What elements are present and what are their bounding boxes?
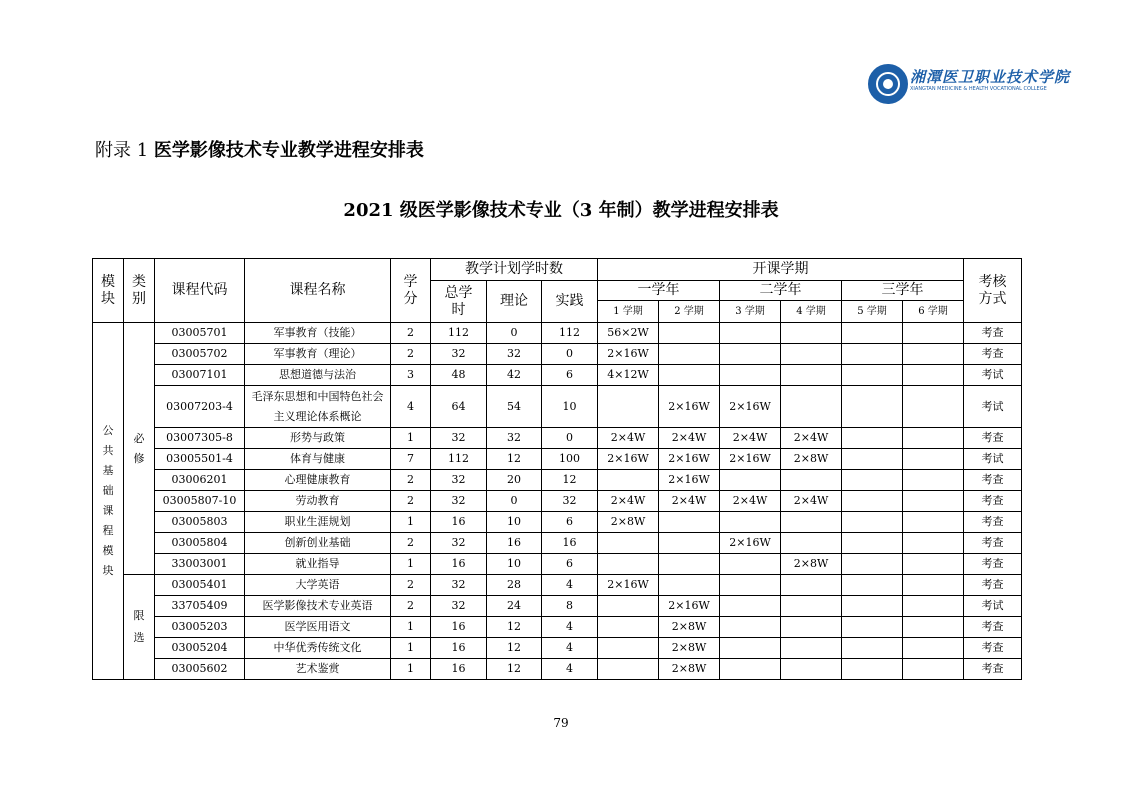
credits-cell: 1 [391, 659, 431, 680]
theory-hours-cell: 12 [487, 638, 542, 659]
semester-5-cell [842, 344, 903, 365]
semester-5-cell [842, 659, 903, 680]
header-year1: 一学年 [598, 281, 720, 301]
semester-6-cell [903, 554, 964, 575]
credits-cell: 1 [391, 638, 431, 659]
semester-5-cell [842, 428, 903, 449]
header-sem3: 3 学期 [720, 301, 781, 323]
semester-1-cell: 2×4W [598, 491, 659, 512]
semester-2-cell [659, 512, 720, 533]
semester-2-cell [659, 575, 720, 596]
semester-3-cell [720, 659, 781, 680]
course-code-cell: 03007305-8 [155, 428, 245, 449]
semester-2-cell [659, 365, 720, 386]
practice-hours-cell: 6 [542, 365, 598, 386]
semester-6-cell [903, 386, 964, 428]
assessment-cell: 考查 [964, 323, 1022, 344]
semester-4-cell [781, 638, 842, 659]
semester-3-cell [720, 344, 781, 365]
assessment-cell: 考查 [964, 344, 1022, 365]
course-name-cell: 艺术鉴赏 [245, 659, 391, 680]
semester-6-cell [903, 659, 964, 680]
semester-1-cell: 2×8W [598, 512, 659, 533]
semester-2-cell: 2×4W [659, 491, 720, 512]
assessment-cell: 考查 [964, 554, 1022, 575]
total-hours-cell: 32 [431, 428, 487, 449]
assessment-cell: 考查 [964, 533, 1022, 554]
credits-cell: 2 [391, 470, 431, 491]
semester-1-cell: 2×16W [598, 344, 659, 365]
semester-1-cell [598, 659, 659, 680]
semester-4-cell [781, 512, 842, 533]
practice-hours-cell: 4 [542, 575, 598, 596]
credits-cell: 1 [391, 512, 431, 533]
total-hours-cell: 32 [431, 596, 487, 617]
practice-hours-cell: 4 [542, 617, 598, 638]
semester-3-cell [720, 596, 781, 617]
course-code-cell: 03005203 [155, 617, 245, 638]
course-code-cell: 03005701 [155, 323, 245, 344]
table-row [93, 344, 1022, 365]
practice-hours-cell: 4 [542, 659, 598, 680]
total-hours-cell: 32 [431, 491, 487, 512]
table-row [93, 659, 1022, 680]
course-code-cell: 03005204 [155, 638, 245, 659]
practice-hours-cell: 12 [542, 470, 598, 491]
semester-2-cell: 2×16W [659, 470, 720, 491]
semester-1-cell [598, 533, 659, 554]
semester-2-cell: 2×8W [659, 638, 720, 659]
semester-6-cell [903, 428, 964, 449]
semester-5-cell [842, 491, 903, 512]
semester-2-cell: 2×8W [659, 617, 720, 638]
semester-6-cell [903, 365, 964, 386]
table-title: 2021 级医学影像技术专业（3 年制）教学进程安排表 [343, 200, 779, 221]
assessment-cell: 考试 [964, 365, 1022, 386]
semester-5-cell [842, 449, 903, 470]
semester-6-cell [903, 617, 964, 638]
assessment-cell: 考查 [964, 428, 1022, 449]
course-name-cell: 毛泽东思想和中国特色社会主义理论体系概论 [245, 386, 391, 428]
total-hours-cell: 16 [431, 659, 487, 680]
total-hours-cell: 64 [431, 386, 487, 428]
table-row [93, 638, 1022, 659]
header-hours-group: 教学计划学时数 [431, 259, 598, 281]
theory-hours-cell: 54 [487, 386, 542, 428]
credits-cell: 4 [391, 386, 431, 428]
credits-cell: 2 [391, 344, 431, 365]
semester-3-cell: 2×16W [720, 533, 781, 554]
total-hours-cell: 16 [431, 617, 487, 638]
table-row [93, 386, 1022, 428]
semester-3-cell [720, 638, 781, 659]
course-code-cell: 03007203-4 [155, 386, 245, 428]
total-hours-cell: 16 [431, 554, 487, 575]
semester-4-cell [781, 470, 842, 491]
teaching-schedule-table [92, 258, 1022, 680]
module-cell: 公 共 基 础 课 程 模 块 [93, 323, 124, 680]
semester-6-cell [903, 323, 964, 344]
assessment-cell: 考查 [964, 575, 1022, 596]
table-row [93, 491, 1022, 512]
course-code-cell: 03005807-10 [155, 491, 245, 512]
course-name-cell: 心理健康教育 [245, 470, 391, 491]
semester-4-cell [781, 575, 842, 596]
college-name: 湘潭医卫职业技术学院 [910, 68, 1071, 86]
total-hours-cell: 112 [431, 323, 487, 344]
header-year2: 二学年 [720, 281, 842, 301]
theory-hours-cell: 0 [487, 491, 542, 512]
college-emblem-icon [868, 64, 908, 104]
total-hours-cell: 32 [431, 344, 487, 365]
table-row [93, 449, 1022, 470]
assessment-cell: 考查 [964, 491, 1022, 512]
college-english-name: XIANGTAN MEDICINE & HEALTH VOCATIONAL COLLEGE [910, 86, 1047, 92]
course-name-cell: 军事教育（理论） [245, 344, 391, 365]
semester-5-cell [842, 617, 903, 638]
semester-4-cell [781, 365, 842, 386]
semester-6-cell [903, 449, 964, 470]
practice-hours-cell: 0 [542, 344, 598, 365]
header-practice: 实践 [542, 281, 598, 323]
theory-hours-cell: 12 [487, 659, 542, 680]
assessment-cell: 考试 [964, 596, 1022, 617]
page-number: 79 [553, 716, 569, 730]
category-required-cell: 必 修 [124, 323, 155, 575]
theory-hours-cell: 24 [487, 596, 542, 617]
course-code-cell: 33003001 [155, 554, 245, 575]
semester-4-cell: 2×4W [781, 428, 842, 449]
semester-6-cell [903, 638, 964, 659]
header-assessment: 考核 方式 [964, 259, 1022, 323]
theory-hours-cell: 42 [487, 365, 542, 386]
semester-2-cell [659, 554, 720, 575]
credits-cell: 1 [391, 554, 431, 575]
header-module: 模 块 [93, 259, 124, 323]
semester-3-cell: 2×4W [720, 428, 781, 449]
theory-hours-cell: 0 [487, 323, 542, 344]
header-sem2: 2 学期 [659, 301, 720, 323]
table-row [93, 428, 1022, 449]
header-course-name: 课程名称 [245, 259, 391, 323]
appendix-heading [95, 136, 424, 162]
theory-hours-cell: 32 [487, 428, 542, 449]
course-name-cell: 体育与健康 [245, 449, 391, 470]
table-row [93, 365, 1022, 386]
header-year3: 三学年 [842, 281, 964, 301]
semester-2-cell [659, 533, 720, 554]
practice-hours-cell: 10 [542, 386, 598, 428]
theory-hours-cell: 28 [487, 575, 542, 596]
course-code-cell: 03005702 [155, 344, 245, 365]
course-name-cell: 职业生涯规划 [245, 512, 391, 533]
semester-6-cell [903, 512, 964, 533]
semester-4-cell: 2×8W [781, 449, 842, 470]
semester-6-cell [903, 470, 964, 491]
theory-hours-cell: 32 [487, 344, 542, 365]
course-code-cell: 33705409 [155, 596, 245, 617]
assessment-cell: 考查 [964, 617, 1022, 638]
course-name-cell: 就业指导 [245, 554, 391, 575]
semester-3-cell [720, 512, 781, 533]
total-hours-cell: 32 [431, 470, 487, 491]
semester-4-cell: 2×4W [781, 491, 842, 512]
semester-2-cell: 2×8W [659, 659, 720, 680]
course-name-cell: 军事教育（技能） [245, 323, 391, 344]
semester-5-cell [842, 638, 903, 659]
semester-1-cell: 2×4W [598, 428, 659, 449]
course-code-cell: 03005804 [155, 533, 245, 554]
semester-5-cell [842, 365, 903, 386]
total-hours-cell: 16 [431, 638, 487, 659]
practice-hours-cell: 6 [542, 554, 598, 575]
appendix-label: 附录 1 [95, 140, 149, 161]
theory-hours-cell: 10 [487, 512, 542, 533]
credits-cell: 2 [391, 533, 431, 554]
semester-3-cell: 2×16W [720, 386, 781, 428]
semester-4-cell [781, 659, 842, 680]
practice-hours-cell: 6 [542, 512, 598, 533]
semester-1-cell: 56×2W [598, 323, 659, 344]
credits-cell: 2 [391, 575, 431, 596]
course-name-cell: 劳动教育 [245, 491, 391, 512]
table-row [93, 596, 1022, 617]
semester-3-cell [720, 470, 781, 491]
course-name-cell: 大学英语 [245, 575, 391, 596]
semester-4-cell [781, 323, 842, 344]
semester-2-cell: 2×16W [659, 596, 720, 617]
semester-1-cell [598, 386, 659, 428]
semester-5-cell [842, 554, 903, 575]
header-semester-group: 开课学期 [598, 259, 964, 281]
header-sem5: 5 学期 [842, 301, 903, 323]
semester-6-cell [903, 533, 964, 554]
credits-cell: 1 [391, 428, 431, 449]
assessment-cell: 考查 [964, 638, 1022, 659]
semester-6-cell [903, 596, 964, 617]
course-code-cell: 03007101 [155, 365, 245, 386]
course-name-cell: 思想道德与法治 [245, 365, 391, 386]
total-hours-cell: 48 [431, 365, 487, 386]
semester-4-cell [781, 344, 842, 365]
semester-1-cell: 4×12W [598, 365, 659, 386]
semester-1-cell [598, 617, 659, 638]
header-total-hours: 总学 时 [431, 281, 487, 323]
total-hours-cell: 32 [431, 533, 487, 554]
category-elective-cell: 限 选 [124, 575, 155, 680]
course-name-cell: 创新创业基础 [245, 533, 391, 554]
semester-2-cell [659, 344, 720, 365]
semester-4-cell [781, 533, 842, 554]
header-sem1: 1 学期 [598, 301, 659, 323]
credits-cell: 2 [391, 323, 431, 344]
assessment-cell: 考查 [964, 512, 1022, 533]
semester-3-cell: 2×16W [720, 449, 781, 470]
semester-5-cell [842, 512, 903, 533]
practice-hours-cell: 32 [542, 491, 598, 512]
header-theory: 理论 [487, 281, 542, 323]
credits-cell: 1 [391, 617, 431, 638]
theory-hours-cell: 10 [487, 554, 542, 575]
semester-3-cell [720, 617, 781, 638]
semester-5-cell [842, 596, 903, 617]
credits-cell: 3 [391, 365, 431, 386]
semester-6-cell [903, 344, 964, 365]
college-logo [866, 62, 1071, 106]
header-category: 类 别 [124, 259, 155, 323]
theory-hours-cell: 16 [487, 533, 542, 554]
practice-hours-cell: 0 [542, 428, 598, 449]
semester-3-cell [720, 575, 781, 596]
practice-hours-cell: 16 [542, 533, 598, 554]
credits-cell: 2 [391, 596, 431, 617]
table-row [93, 470, 1022, 491]
course-name-cell: 中华优秀传统文化 [245, 638, 391, 659]
course-code-cell: 03006201 [155, 470, 245, 491]
course-code-cell: 03005401 [155, 575, 245, 596]
assessment-cell: 考试 [964, 386, 1022, 428]
semester-6-cell [903, 491, 964, 512]
course-code-cell: 03005501-4 [155, 449, 245, 470]
course-name-cell: 形势与政策 [245, 428, 391, 449]
table-row [93, 323, 1022, 344]
practice-hours-cell: 100 [542, 449, 598, 470]
semester-2-cell [659, 323, 720, 344]
semester-5-cell [842, 575, 903, 596]
semester-4-cell [781, 386, 842, 428]
semester-1-cell [598, 596, 659, 617]
practice-hours-cell: 4 [542, 638, 598, 659]
total-hours-cell: 112 [431, 449, 487, 470]
course-code-cell: 03005602 [155, 659, 245, 680]
course-code-cell: 03005803 [155, 512, 245, 533]
credits-cell: 2 [391, 491, 431, 512]
practice-hours-cell: 8 [542, 596, 598, 617]
semester-2-cell: 2×16W [659, 449, 720, 470]
course-name-cell: 医学医用语文 [245, 617, 391, 638]
total-hours-cell: 32 [431, 575, 487, 596]
practice-hours-cell: 112 [542, 323, 598, 344]
semester-1-cell [598, 638, 659, 659]
assessment-cell: 考查 [964, 659, 1022, 680]
theory-hours-cell: 12 [487, 449, 542, 470]
semester-6-cell [903, 575, 964, 596]
assessment-cell: 考查 [964, 470, 1022, 491]
table-row [93, 512, 1022, 533]
credits-cell: 7 [391, 449, 431, 470]
semester-1-cell [598, 470, 659, 491]
table-row [93, 554, 1022, 575]
semester-3-cell [720, 323, 781, 344]
semester-1-cell: 2×16W [598, 449, 659, 470]
table-row [93, 533, 1022, 554]
semester-3-cell: 2×4W [720, 491, 781, 512]
semester-5-cell [842, 533, 903, 554]
semester-3-cell [720, 365, 781, 386]
theory-hours-cell: 20 [487, 470, 542, 491]
semester-1-cell [598, 554, 659, 575]
semester-2-cell: 2×16W [659, 386, 720, 428]
header-course-code: 课程代码 [155, 259, 245, 323]
semester-5-cell [842, 323, 903, 344]
semester-3-cell [720, 554, 781, 575]
table-row [93, 617, 1022, 638]
semester-5-cell [842, 386, 903, 428]
semester-4-cell [781, 596, 842, 617]
semester-5-cell [842, 470, 903, 491]
header-credits: 学 分 [391, 259, 431, 323]
theory-hours-cell: 12 [487, 617, 542, 638]
semester-4-cell [781, 617, 842, 638]
course-name-cell: 医学影像技术专业英语 [245, 596, 391, 617]
header-sem4: 4 学期 [781, 301, 842, 323]
assessment-cell: 考试 [964, 449, 1022, 470]
semester-2-cell: 2×4W [659, 428, 720, 449]
header-sem6: 6 学期 [903, 301, 964, 323]
semester-1-cell: 2×16W [598, 575, 659, 596]
table-row [93, 575, 1022, 596]
semester-4-cell: 2×8W [781, 554, 842, 575]
total-hours-cell: 16 [431, 512, 487, 533]
appendix-title: 医学影像技术专业教学进程安排表 [153, 140, 424, 161]
